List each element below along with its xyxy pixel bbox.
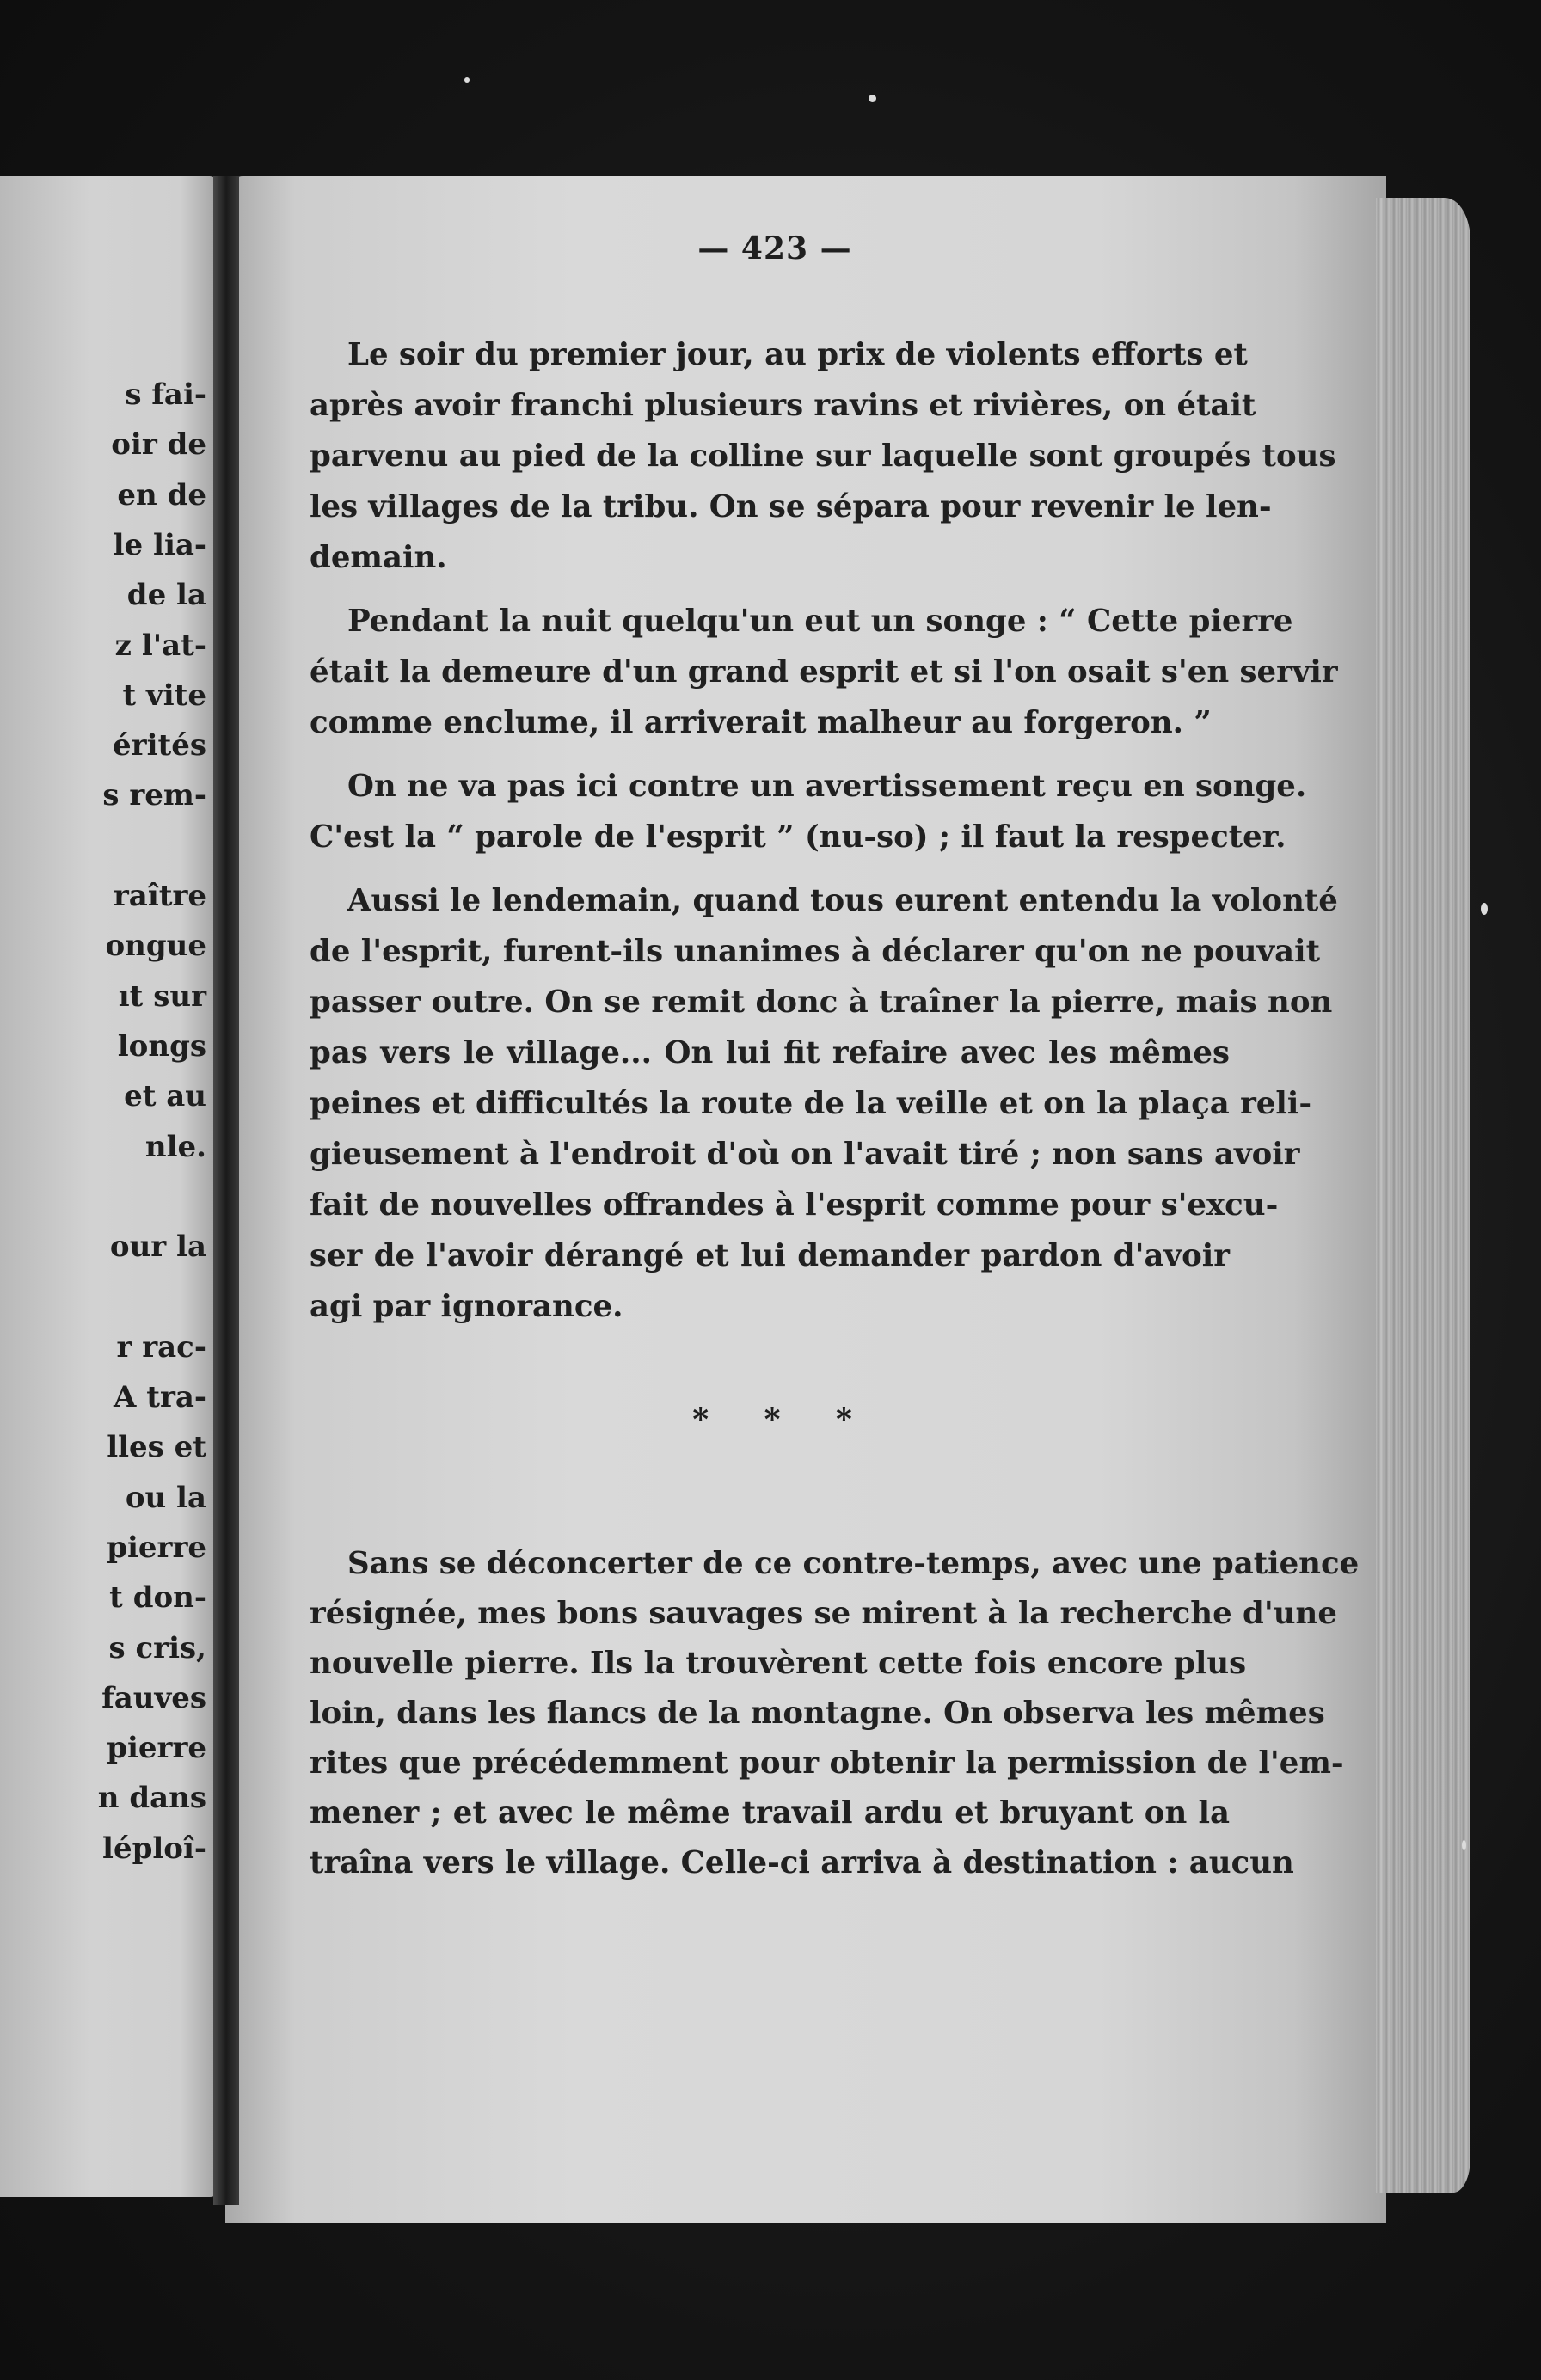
paragraph: [310, 596, 1338, 748]
text-line: pas vers le village... On lui fit refaire avec les mêmes: [310, 1035, 1230, 1070]
paragraph: [310, 1539, 1360, 1888]
left-page-fragment: s rem-: [102, 778, 206, 813]
text-line: parvenu au pied de la colline sur laquelle sont groupés tous: [310, 439, 1336, 474]
left-page-fragment: fauves: [101, 1680, 206, 1715]
left-page-fragment: pierre: [107, 1731, 206, 1766]
text-line: agi par ignorance.: [310, 1289, 623, 1324]
left-page-fragment: z l'at-: [114, 628, 206, 663]
left-page-fragment: n dans: [97, 1781, 206, 1816]
left-page-fragment: raître: [113, 879, 206, 913]
left-page-fragment: érités: [113, 728, 206, 764]
text-line: ser de l'avoir dérangé et lui demander pardon d'avoir: [310, 1238, 1230, 1273]
text-line: rites que précédemment pour obtenir la permission de l'em-: [310, 1745, 1344, 1781]
left-page-fragment: longs: [117, 1028, 206, 1064]
text-line: mener ; et avec le même travail ardu et bruyant on la: [310, 1795, 1230, 1831]
left-page-fragment: en de: [117, 477, 206, 512]
text-line: loin, dans les flancs de la montagne. On observa les mêmes: [310, 1696, 1325, 1731]
paragraph: [310, 875, 1338, 1332]
text-line: fait de nouvelles offrandes à l'esprit comme pour s'excu-: [310, 1187, 1279, 1223]
text-line: C'est la “ parole de l'esprit ” (nu-so) ; il faut la respecter.: [310, 819, 1286, 855]
paragraph-gap: [310, 583, 1230, 596]
text-line: traîna vers le village. Celle-ci arriva à destination : aucun: [310, 1845, 1294, 1880]
page-edges-stack: [1376, 198, 1470, 2193]
left-page-fragment: r rac-: [116, 1329, 206, 1365]
body-text-top: [310, 329, 1338, 1332]
left-page-fragment: nle.: [144, 1129, 206, 1164]
text-line: comme enclume, il arriverait malheur au forgeron. ”: [310, 705, 1212, 740]
left-page-fragment: de la: [126, 578, 206, 613]
left-page-fragment: s cris,: [108, 1630, 206, 1665]
text-line: peines et difficultés la route de la veille et on la plaça reli-: [310, 1086, 1312, 1121]
left-page-fragment: le lia-: [113, 527, 206, 562]
text-line: Pendant la nuit quelqu'un eut un songe : “ Cette pierre: [347, 604, 1293, 639]
left-page-fragment: our la: [109, 1230, 206, 1265]
paragraph: [310, 761, 1307, 862]
left-page-fragment: oir de: [111, 427, 206, 463]
body-text-bottom: [310, 1539, 1360, 1888]
paragraph-gap: [310, 748, 1230, 761]
text-line: gieusement à l'endroit d'où on l'avait tiré ; non sans avoir: [310, 1137, 1300, 1172]
text-line: Sans se déconcerter de ce contre-temps, avec une patience: [347, 1546, 1360, 1581]
book-gutter: [213, 176, 239, 2205]
left-page-fragment: ıt sur: [118, 978, 206, 1014]
section-break-asterism: * * *: [692, 1402, 875, 1438]
left-page-fragment: A tra-: [114, 1380, 206, 1414]
text-line: résignée, mes bons sauvages se mirent à la recherche d'une: [310, 1596, 1337, 1631]
text-line: demain.: [310, 540, 447, 575]
left-page-fragment: ongue: [105, 929, 206, 964]
left-page-fragment: s fai-: [125, 377, 206, 412]
left-page-fragment: pierre: [107, 1530, 206, 1565]
left-page-fragment: t vite: [122, 678, 206, 713]
left-page-fragment: ou la: [125, 1480, 206, 1515]
left-page-fragment: et au: [124, 1079, 206, 1114]
left-facing-page: [0, 176, 225, 2197]
text-line: Le soir du premier jour, au prix de violents efforts et: [347, 337, 1248, 372]
left-page-fragment: léploî-: [102, 1831, 206, 1866]
page-number: — 423 —: [697, 230, 852, 267]
text-line: après avoir franchi plusieurs ravins et rivières, on était: [310, 388, 1256, 423]
text-line: de l'esprit, furent-ils unanimes à déclarer qu'on ne pouvait: [310, 934, 1321, 969]
left-page-fragment: lles et: [107, 1430, 206, 1465]
left-page-fragment: t don-: [109, 1580, 206, 1616]
text-line: On ne va pas ici contre un avertissement reçu en songe.: [347, 769, 1307, 804]
text-line: Aussi le lendemain, quand tous eurent entendu la volonté: [347, 883, 1338, 918]
text-line: passer outre. On se remit donc à traîner la pierre, mais non: [310, 985, 1333, 1020]
paragraph-gap: [310, 862, 1230, 875]
paragraph: [310, 329, 1336, 583]
text-line: les villages de la tribu. On se sépara pour revenir le len-: [310, 489, 1272, 524]
text-line: était la demeure d'un grand esprit et si l'on osait s'en servir: [310, 654, 1338, 690]
text-line: nouvelle pierre. Ils la trouvèrent cette fois encore plus: [310, 1646, 1247, 1681]
